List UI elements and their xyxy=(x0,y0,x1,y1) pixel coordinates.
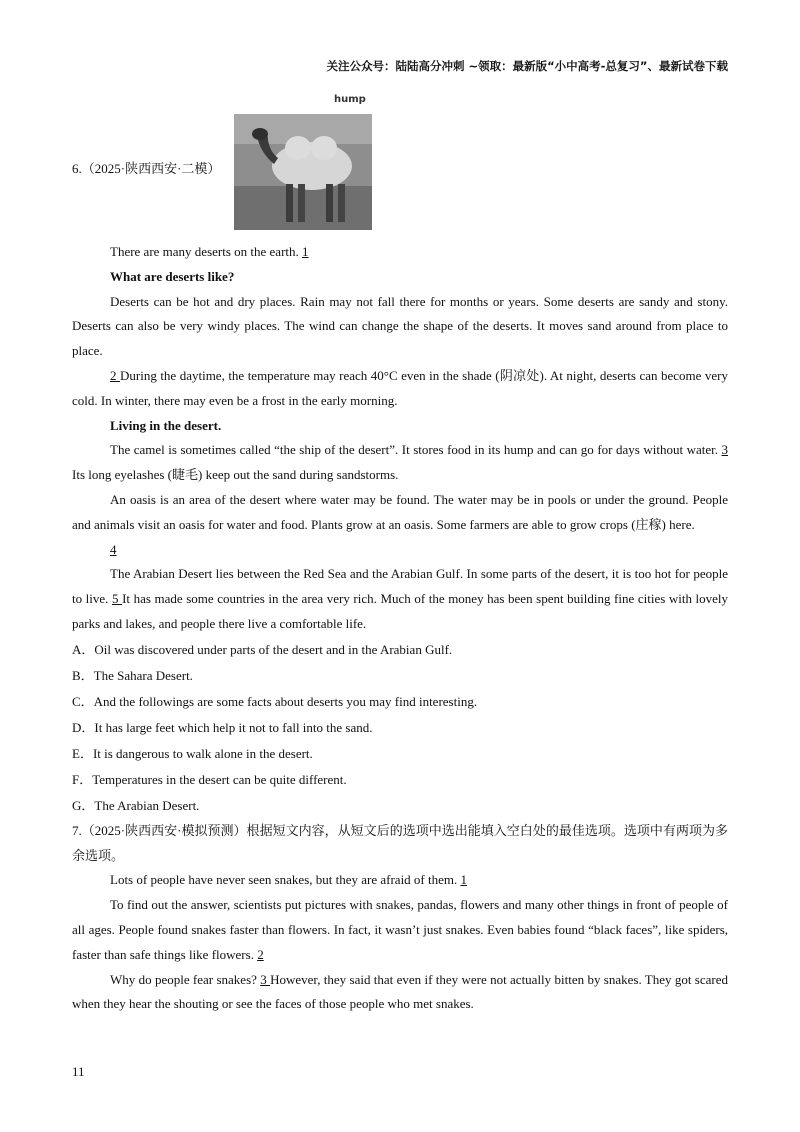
q6-paragraph-6-after: It has made some countries in the area very rich. Much of the money has been spent building fine cities with lovely parks and lakes, and people there live a comfortable life. xyxy=(72,591,729,631)
q6-paragraph-6-before: The Arabian Desert lies between the Red Sea and the Arabian Gulf. In some parts of the desert, it is too hot for people to live. xyxy=(72,566,728,607)
q6-intro xyxy=(72,240,728,265)
blank-5: 5 xyxy=(112,591,123,607)
q7-blank-2: 2 xyxy=(257,946,264,962)
q7-paragraph-2 xyxy=(72,893,728,967)
q6-heading-1: What are deserts like? xyxy=(110,268,235,284)
option-d: D．It has large feet which help it not to fall into the sand. xyxy=(72,719,373,735)
blank-1: 1 xyxy=(302,244,309,259)
q6-paragraph-1: Deserts can be hot and dry places. Rain may not fall there for months or years. Some deserts are sandy and stony. Deserts can also be very windy places. The wind can change the shape of the deserts. It moves sand around from place to place. xyxy=(72,293,728,359)
option-g: G．The Arabian Desert. xyxy=(72,797,200,813)
q7-paragraph-2-text: To find out the answer, scientists put pictures with snakes, pandas, flowers and many other things in front of people of all ages. People found snakes faster than flowers. In fact, it wasn’t just snakes. Even babies found “black faces”, like spiders, faster than safe things like flowers. xyxy=(72,897,728,962)
q6-paragraph-6 xyxy=(72,562,728,636)
question-7-label: 7.（2025·陕西西安·模拟预测）根据短文内容，从短文后的选项中选出能填入空白处的最佳选项。选项中有两项为多余选项。 xyxy=(72,822,728,863)
hump-label: hump xyxy=(334,94,366,105)
q7-blank-3: 3 xyxy=(260,971,271,987)
camel-photo xyxy=(234,114,372,230)
option-e: E．It is dangerous to walk alone in the desert. xyxy=(72,745,313,761)
document-body xyxy=(72,92,728,1017)
q6-intro-text: There are many deserts on the earth. xyxy=(110,244,299,259)
q6-options xyxy=(72,637,728,819)
q6-paragraph-3-before: The camel is sometimes called “the ship of the desert”. It stores food in its hump and can go for days without water. xyxy=(110,442,722,458)
option-a: A．Oil was discovered under parts of the desert and in the Arabian Gulf. xyxy=(72,641,453,657)
page-number: 11 xyxy=(72,1064,85,1079)
camel-photo-drawing xyxy=(234,114,372,230)
q6-paragraph-2-text: During the daytime, the temperature may reach 40°C even in the shade (阴凉处). At night, deserts can become very cold. In winter, there may even be a frost in the early morning. xyxy=(72,367,729,408)
q7-paragraph-1-text: Lots of people have never seen snakes, but they are afraid of them. xyxy=(110,872,461,888)
option-c: C．And the followings are some facts about deserts you may find interesting. xyxy=(72,693,478,709)
q6-paragraph-5 xyxy=(72,538,728,563)
question-6-header xyxy=(72,92,728,240)
q6-paragraph-3-after: Its long eyelashes (睫毛) keep out the sand during sandstorms. xyxy=(72,467,399,483)
q7-paragraph-1 xyxy=(72,868,728,893)
blank-4: 4 xyxy=(110,541,117,557)
q6-paragraph-3 xyxy=(72,438,728,488)
blank-2: 2 xyxy=(110,367,120,383)
blank-3: 3 xyxy=(721,442,728,458)
q7-blank-1: 1 xyxy=(460,872,468,888)
q6-paragraph-2 xyxy=(72,364,728,414)
q6-paragraph-4: An oasis is an area of the desert where water may be found. The water may be in pools or under the ground. People and animals visit an oasis for water and food. Plants grow at an oasis. Some farmers are able to grow crops (庄稼) here. xyxy=(72,491,728,532)
option-b: B．The Sahara Desert. xyxy=(72,667,193,683)
q7-paragraph-3-before: Why do people fear snakes? xyxy=(110,971,261,987)
page-header: 关注公众号：陆陆高分冲刺 ~领取：最新版“小中高考-总复习”、最新试卷下载 xyxy=(326,59,728,73)
q7-paragraph-3-after: However, they said that even if they were not actually bitten by snakes. They got scared when they hear the shouting or see the faces of those people who met snakes. xyxy=(72,971,728,1012)
option-f: F．Temperatures in the desert can be quite different. xyxy=(72,771,347,787)
q6-heading-2: Living in the desert. xyxy=(110,417,222,433)
q7-paragraph-3 xyxy=(72,968,728,1018)
question-6-label: 6.（2025·陕西西安·二模） xyxy=(72,161,221,176)
